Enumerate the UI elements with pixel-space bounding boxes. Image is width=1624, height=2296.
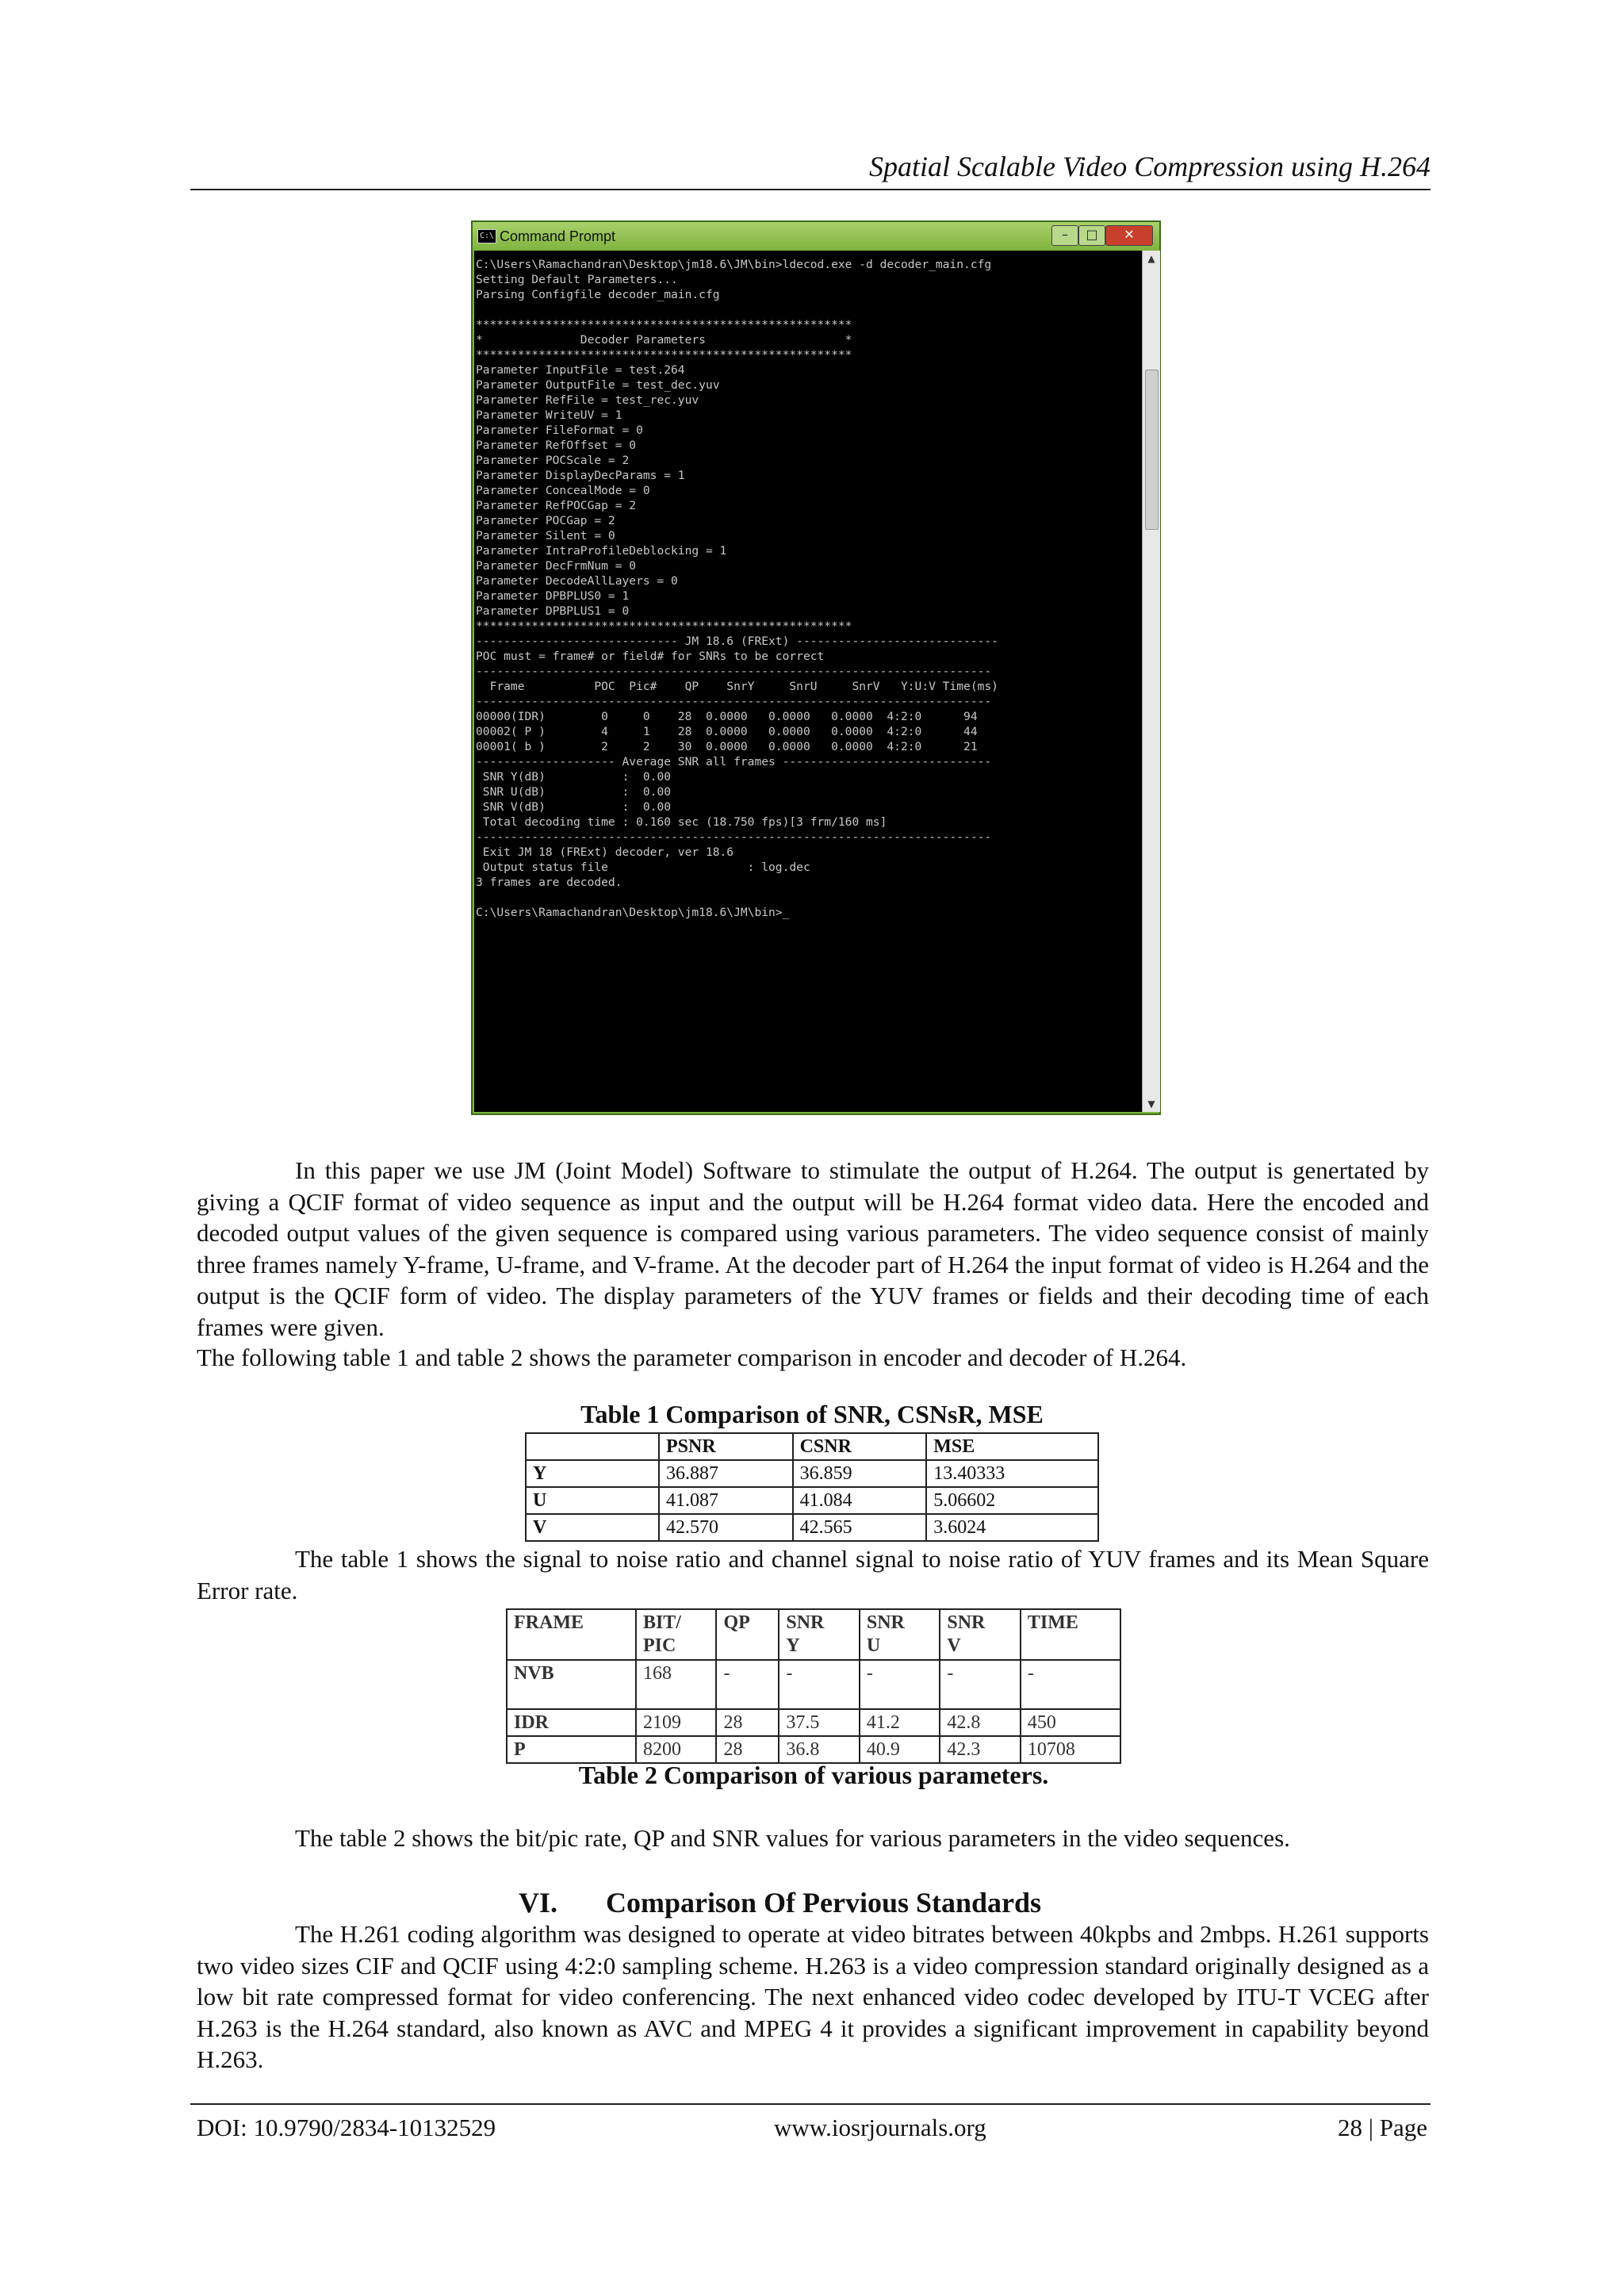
table2-row-header: P	[507, 1736, 636, 1763]
table2-cell: -	[1021, 1660, 1120, 1709]
table2-cell: -	[716, 1660, 779, 1709]
window-titlebar	[473, 222, 1159, 251]
body-paragraph-3: The table 1 shows the signal to noise ratio and channel signal to noise ratio of YUV frames and its Mean Square Error rate.	[197, 1545, 1429, 1604]
table2-cell: 41.2	[860, 1709, 940, 1736]
table2-header-cell: FRAME	[507, 1609, 636, 1660]
table2-header-cell: SNR V	[940, 1609, 1021, 1660]
console-line: Parameter RefPOCGap = 2	[476, 499, 637, 512]
table2-cell: 28	[716, 1736, 779, 1763]
table1-row	[526, 1460, 1098, 1487]
table2-header-row	[507, 1609, 1120, 1660]
console-line: Setting Default Parameters...	[476, 273, 678, 286]
console-line: Parameter WriteUV = 1	[476, 408, 622, 422]
console-line: 3 frames are decoded.	[476, 876, 622, 889]
console-line: Parameter Silent = 0	[476, 529, 615, 542]
table2-cell: 42.8	[940, 1709, 1021, 1736]
table1-row-header: Y	[526, 1460, 659, 1487]
console-line: Parameter DecFrmNum = 0	[476, 559, 637, 573]
console-line: SNR U(dB) : 0.00	[476, 785, 672, 799]
table1-header-cell: MSE	[926, 1433, 1098, 1460]
section-heading	[519, 1886, 1041, 1919]
table1-cell: 42.570	[659, 1514, 793, 1541]
console-line: 00002( P ) 4 1 28 0.0000 0.0000 0.0000 4:2:0 44	[476, 725, 978, 738]
table2-cell: 28	[716, 1709, 779, 1736]
console-line: Parameter DPBPLUS1 = 0	[476, 604, 630, 618]
console-line: Parameter FileFormat = 0	[476, 424, 643, 437]
section-title: Comparison Of Pervious Standards	[606, 1887, 1042, 1918]
table1-header-cell	[526, 1433, 659, 1460]
scroll-up-icon: ▲	[1147, 253, 1155, 264]
table2-cell: 168	[636, 1660, 717, 1709]
table2-cell: 36.8	[779, 1736, 860, 1763]
scroll-thumb	[1145, 370, 1159, 530]
console-line: * Decoder Parameters *	[476, 333, 852, 347]
console-line: 00000(IDR) 0 0 28 0.0000 0.0000 0.0000 4:2:0 94	[476, 710, 978, 723]
table1-header-cell: PSNR	[659, 1433, 793, 1460]
table2-cell: -	[860, 1660, 940, 1709]
table1-cell: 3.6024	[926, 1514, 1098, 1541]
console-line: Total decoding time : 0.160 sec (18.750 fps)[3 frm/160 ms]	[476, 815, 887, 829]
console-line: SNR V(dB) : 0.00	[476, 800, 672, 814]
table2-caption: Table 2 Comparison of various parameters.	[578, 1761, 1049, 1789]
console-line: POC must = frame# or field# for SNRs to be correct	[476, 650, 825, 663]
table2-row	[507, 1660, 1120, 1709]
console-scrollbar	[1142, 251, 1160, 1112]
console-line: -------------------- Average SNR all frames ------------------------------	[476, 755, 992, 769]
console-line: Parameter ConcealMode = 0	[476, 484, 650, 497]
table2-row	[507, 1709, 1120, 1736]
maximize-icon: □	[1078, 225, 1105, 246]
minimize-icon: –	[1051, 225, 1078, 246]
command-prompt-screenshot	[471, 220, 1161, 1115]
console-output	[474, 251, 1142, 1112]
console-line: Parameter IntraProfileDeblocking = 1	[476, 544, 727, 558]
console-line: Parameter DisplayDecParams = 1	[476, 469, 685, 482]
console-line: Exit JM 18 (FRExt) decoder, ver 18.6	[476, 845, 734, 859]
table1-header-row	[526, 1433, 1098, 1460]
table2-cell: 8200	[636, 1736, 717, 1763]
console-line	[476, 302, 1139, 317]
table2-cell: -	[779, 1660, 860, 1709]
table2-cell: 10708	[1021, 1736, 1120, 1763]
table2-cell: 37.5	[779, 1709, 860, 1736]
console-line: Output status file : log.dec	[476, 861, 810, 874]
console-line: Parameter DecodeAllLayers = 0	[476, 574, 678, 588]
running-title: Spatial Scalable Video Compression using H.264	[869, 151, 1431, 182]
console-line: SNR Y(dB) : 0.00	[476, 770, 672, 784]
console-line: C:\Users\Ramachandran\Desktop\jm18.6\JM\bin>ldecod.exe -d decoder_main.cfg	[476, 258, 992, 271]
table1-row-header: U	[526, 1487, 659, 1514]
console-line: Parameter RefOffset = 0	[476, 439, 637, 452]
console-line: Parameter POCScale = 2	[476, 454, 630, 467]
table2-row-header: IDR	[507, 1709, 636, 1736]
table2-row-header: NVB	[507, 1660, 636, 1709]
table2-cell: 450	[1021, 1709, 1120, 1736]
table2-header-cell: QP	[716, 1609, 779, 1660]
table2-cell: 40.9	[860, 1736, 940, 1763]
console-line: C:\Users\Ramachandran\Desktop\jm18.6\JM\bin>_	[476, 906, 790, 919]
footer-site: www.iosrjournals.org	[774, 2114, 986, 2141]
console-line: --------------------------------------------------------------------------	[476, 665, 992, 678]
table1-row-header: V	[526, 1514, 659, 1541]
console-line: ******************************************************	[476, 318, 852, 332]
console-line: 00001( b ) 2 2 30 0.0000 0.0000 0.0000 4:2:0 21	[476, 740, 978, 753]
table1-caption: Table 1 Comparison of SNR, CSNsR, MSE	[580, 1400, 1044, 1428]
table2-cell: 42.3	[940, 1736, 1021, 1763]
table2-header-cell: SNR Y	[779, 1609, 860, 1660]
console-line: Parsing Configfile decoder_main.cfg	[476, 288, 720, 301]
scroll-down-icon: ▼	[1147, 1098, 1155, 1110]
console-line: Parameter RefFile = test_rec.yuv	[476, 393, 699, 407]
console-line: ******************************************************	[476, 619, 852, 633]
running-header	[190, 151, 1431, 190]
console-line: Frame POC Pic# QP SnrY SnrU SnrV Y:U:V Time(ms)	[476, 680, 998, 693]
table2-header-cell: SNR U	[860, 1609, 940, 1660]
body-paragraph-5: The H.261 coding algorithm was designed to operate at video bitrates between 40kpbs and 2mbps. H.261 supports two video sizes CIF and QCIF using 4:2:0 sampling scheme. H.263 is a video compression standard originally designed as a low bit rate compressed format for video conferencing. The next enhanced video codec developed by ITU-T VCEG after H.263 is the H.264 standard, also known as AVC and MPEG 4 it provides a significant improvement in capability beyond H.263.	[197, 1920, 1429, 2073]
table1-cell: 13.40333	[926, 1460, 1098, 1487]
console-line: --------------------------------------------------------------------------	[476, 830, 992, 844]
table2-header-cell: BIT/ PIC	[636, 1609, 717, 1660]
footer-doi: DOI: 10.9790/2834-10132529	[197, 2114, 496, 2141]
table1-cell: 41.087	[659, 1487, 793, 1514]
table2-row	[507, 1736, 1120, 1763]
table1-cell: 36.887	[659, 1460, 793, 1487]
console-line	[476, 890, 1139, 905]
section-number: VI.	[519, 1887, 558, 1918]
table-2	[506, 1608, 1121, 1764]
table1-row	[526, 1487, 1098, 1514]
console-line: ******************************************************	[476, 348, 852, 362]
table1-cell: 36.859	[793, 1460, 927, 1487]
table-1	[525, 1432, 1099, 1542]
table1-row	[526, 1514, 1098, 1541]
footer-page: 28 | Page	[1338, 2114, 1427, 2141]
table2-cell: 2109	[636, 1709, 717, 1736]
table1-cell: 5.06602	[926, 1487, 1098, 1514]
body-paragraph-4: The table 2 shows the bit/pic rate, QP and SNR values for various parameters in the video sequences.	[295, 1824, 1290, 1852]
body-paragraph-2: The following table 1 and table 2 shows the parameter comparison in encoder and decoder of H.264.	[197, 1343, 1187, 1371]
table1-header-cell: CSNR	[793, 1433, 927, 1460]
table1-cell: 42.565	[793, 1514, 927, 1541]
console-line: ----------------------------- JM 18.6 (FRExt) -----------------------------	[476, 634, 998, 648]
console-icon: C:\	[477, 229, 496, 243]
window-title: Command Prompt	[500, 228, 616, 244]
close-icon: ✕	[1105, 225, 1153, 246]
table2-header-cell: TIME	[1021, 1609, 1120, 1660]
console-line: Parameter InputFile = test.264	[476, 363, 685, 377]
console-line: Parameter DPBPLUS0 = 1	[476, 589, 630, 603]
table2-cell: -	[940, 1660, 1021, 1709]
console-line: --------------------------------------------------------------------------	[476, 695, 992, 708]
console-line: Parameter OutputFile = test_dec.yuv	[476, 378, 720, 392]
table1-cell: 41.084	[793, 1487, 927, 1514]
console-line: Parameter POCGap = 2	[476, 514, 615, 527]
body-paragraph-1: In this paper we use JM (Joint Model) Software to stimulate the output of H.264. The output is genertated by giving a QCIF format of video sequence as input and the output will be H.264 format video data. Here the encoded and decoded output values of the given sequence is compared using various parameters. The video sequence consist of mainly three frames namely Y-frame, U-frame, and V-frame. At the decoder part of H.264 the input format of video is H.264 and the output is the QCIF form of video. The display parameters of the YUV frames or fields and their decoding time of each frames were given.	[197, 1156, 1429, 1341]
footer-rule	[190, 2103, 1431, 2105]
